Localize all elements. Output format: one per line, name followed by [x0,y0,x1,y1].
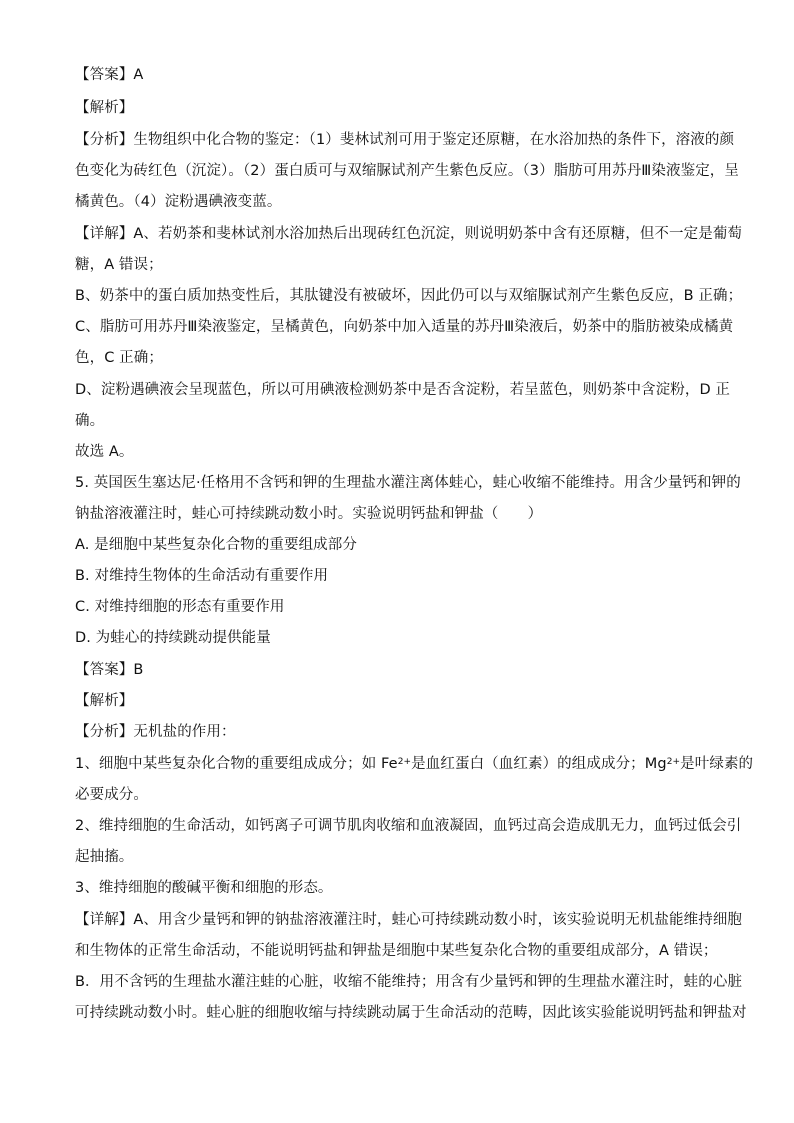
detail-text-line: 确。 [75,413,105,429]
option-a: A. 是细胞中某些复杂化合物的重要组成部分 [75,537,357,553]
analysis-heading-q5: 【解析】 [75,693,134,709]
analysis-text-line: 2、维持细胞的生命活动，如钙离子可调节肌肉收缩和血液凝固，血钙过高会造成肌无力，血钙过低会引 [75,818,742,834]
question-5-stem: 5. 英国医生塞达尼·任格用不含钙和钾的生理盐水灌注离体蛙心，蛙心收缩不能维持。用含少量钙和钾的 [75,475,741,491]
detail-text-line: 【详解】A、若奶茶和斐林试剂水浴加热后出现砖红色沉淀，则说明奶茶中含有还原糖，但不一定是葡萄 [75,226,743,242]
detail-text-line: D、淀粉遇碘液会呈现蓝色，所以可用碘液检测奶茶中是否含淀粉，若呈蓝色，则奶茶中含淀粉，D 正 [75,382,731,398]
superscript-charge: 2+ [666,757,681,767]
analysis-text-line: 3、维持细胞的酸碱平衡和细胞的形态。 [75,880,333,896]
detail-text-line: 和生物体的正常生命活动，不能说明钙盐和钾盐是细胞中某些复杂化合物的重要组成部分，A 错误； [75,943,718,959]
option-d: D. 为蛙心的持续跳动提供能量 [75,630,271,646]
option-c: C. 对维持细胞的形态有重要作用 [75,599,285,615]
analysis-text-line: 【分析】无机盐的作用： [75,724,236,740]
analysis-text-line: 【分析】生物组织中化合物的鉴定：（1）斐林试剂可用于鉴定还原糖，在水浴加热的条件下，溶液的颜 [75,132,735,148]
analysis-text-line: 起抽搐。 [75,849,134,865]
conclusion-line: 故选 A。 [75,444,134,460]
analysis-heading-q4: 【解析】 [75,100,134,116]
text-fragment: 是血红蛋白（血红素）的组成成分；Mg [411,756,667,772]
detail-text-line: B、奶茶中的蛋白质加热变性后，其肽键没有被破坏，因此仍可以与双缩脲试剂产生紫色反应，B 正确； [75,288,743,304]
analysis-text-line [75,754,753,774]
detail-text-line: 可持续跳动数小时。蛙心脏的细胞收缩与持续跳动属于生命活动的范畴，因此该实验能说明钙盐和钾盐对 [75,1005,747,1021]
detail-text-line: 色，C 正确； [75,350,163,366]
question-5-stem: 钠盐溶液灌注时，蛙心可持续跳动数小时。实验说明钙盐和钾盐（ ） [75,506,543,522]
text-fragment: 1、细胞中某些复杂化合物的重要组成成分；如 Fe [75,756,398,772]
detail-text-line: 【详解】A、用含少量钙和钾的钠盐溶液灌注时，蛙心可持续跳动数小时，该实验说明无机盐能维持细胞 [75,912,743,928]
text-fragment: 是叶绿素的 [680,756,754,772]
analysis-text-line: 色变化为砖红色（沉淀）。（2）蛋白质可与双缩脲试剂产生紫色反应。（3）脂肪可用苏丹Ⅲ染液鉴定，呈 [75,163,739,179]
answer-label-q4: 【答案】A [75,67,144,83]
analysis-text-line: 必要成分。 [75,787,148,803]
detail-text-line: 糖，A 错误； [75,257,163,273]
analysis-text-line: 橘黄色。（4）淀粉遇碘液变蓝。 [75,194,282,210]
superscript-charge: 2+ [397,757,412,767]
answer-label-q5: 【答案】B [75,662,144,678]
detail-text-line: C、脂肪可用苏丹Ⅲ染液鉴定，呈橘黄色，向奶茶中加入适量的苏丹Ⅲ染液后，奶茶中的脂肪被染成橘黄 [75,319,734,335]
option-b: B. 对维持生物体的生命活动有重要作用 [75,568,329,584]
detail-text-line: B．用不含钙的生理盐水灌注蛙的心脏，收缩不能维持；用含有少量钙和钾的生理盐水灌注时，蛙的心脏 [75,974,743,990]
